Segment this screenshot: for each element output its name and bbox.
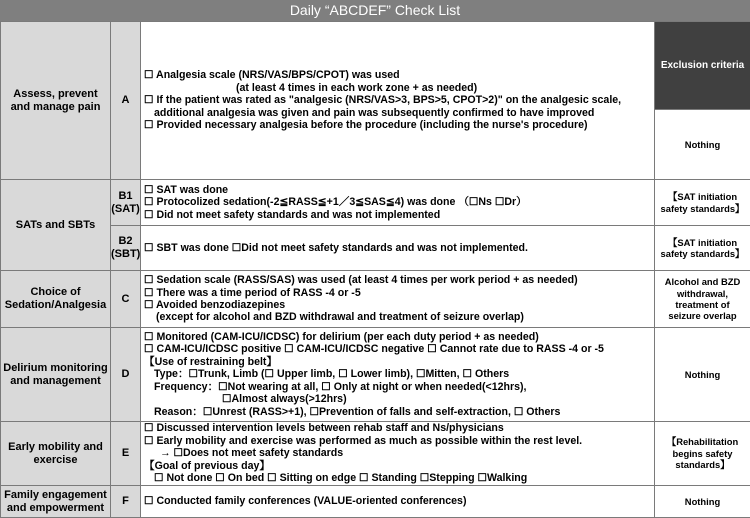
- item-line: (at least 4 times in each work zone + as needed): [144, 82, 651, 94]
- items-b1: [141, 180, 655, 226]
- exclusion-f: Nothing: [655, 486, 750, 518]
- item-line: ☐ Avoided benzodiazepines: [144, 299, 651, 311]
- exclusion-b2: 【SAT initiation safety standards】: [655, 226, 750, 271]
- item-line: ☐ Analgesia scale (NRS/VAS/BPS/CPOT) was used: [144, 69, 651, 81]
- exclusion-b1: 【SAT initiation safety standards】: [655, 180, 750, 226]
- row-b2: [1, 226, 750, 271]
- category-a: Assess, prevent and manage pain: [1, 22, 111, 180]
- row-d: [1, 328, 750, 422]
- exclusion-e: 【Rehabilitation begins safety standards】: [655, 422, 750, 486]
- row-e: [1, 422, 750, 486]
- item-line: ☐ Discussed intervention levels between rehab staff and Ns/physicians: [144, 422, 651, 434]
- item-line: ☐ Early mobility and exercise was performed as much as possible within the rest level.: [144, 435, 651, 447]
- items-c: [141, 271, 655, 328]
- category-b: SATs and SBTs: [1, 180, 111, 271]
- row-a: [1, 22, 750, 110]
- item-line: Reason：☐Unrest (RASS>+1), ☐Prevention of falls and self-extraction, ☐ Others: [144, 406, 651, 418]
- item-line: ☐ Provided necessary analgesia before the procedure (including the nurse's procedure): [144, 119, 651, 131]
- items-e: [141, 422, 655, 486]
- item-line: Type：☐Trunk, Limb (☐ Upper limb, ☐ Lower limb), ☐Mitten, ☐ Others: [144, 368, 651, 380]
- row-b1: [1, 180, 750, 226]
- code-f: F: [111, 486, 141, 518]
- item-line: Frequency：☐Not wearing at all, ☐ Only at night or when needed(<12hrs),: [144, 381, 651, 393]
- checklist-table: [0, 21, 750, 518]
- item-line: ☐ SBT was done ☐Did not meet safety standards and was not implemented.: [144, 242, 651, 254]
- item-line: ☐ CAM-ICU/ICDSC positive ☐ CAM-ICU/ICDSC negative ☐ Cannot rate due to RASS -4 or -5: [144, 343, 651, 355]
- code-b2: B2 (SBT): [111, 226, 141, 271]
- exclusion-a: Nothing: [655, 110, 750, 180]
- item-line: ☐ There was a time period of RASS -4 or -5: [144, 287, 651, 299]
- item-line: → ☐Does not meet safety standards: [144, 447, 651, 459]
- item-line: ☐ If the patient was rated as "analgesic (NRS/VAS>3, BPS>5, CPOT>2)" on the analgesic scale,: [144, 94, 651, 106]
- category-c: Choice of Sedation/Analgesia: [1, 271, 111, 328]
- code-a: A: [111, 22, 141, 180]
- item-line: ☐ Sedation scale (RASS/SAS) was used (at least 4 times per work period + as needed): [144, 274, 651, 286]
- code-e: E: [111, 422, 141, 486]
- item-line: ☐ Not done ☐ On bed ☐ Sitting on edge ☐ Standing ☐Stepping ☐Walking: [144, 472, 651, 484]
- exclusion-c: Alcohol and BZD withdrawal, treatment of seizure overlap: [655, 271, 750, 328]
- items-a: [141, 22, 655, 180]
- items-f: [141, 486, 655, 518]
- category-f: Family engagement and empowerment: [1, 486, 111, 518]
- item-line: 【Use of restraining belt】: [144, 356, 651, 368]
- code-d: D: [111, 328, 141, 422]
- code-b1: B1 (SAT): [111, 180, 141, 226]
- category-d: Delirium monitoring and management: [1, 328, 111, 422]
- page-title: Daily “ABCDEF” Check List: [0, 0, 750, 21]
- items-d: [141, 328, 655, 422]
- item-line: additional analgesia was given and pain was subsequently confirmed to have improved: [144, 107, 651, 119]
- item-line: ☐ Did not meet safety standards and was not implemented: [144, 209, 651, 221]
- item-line: ☐ Monitored (CAM-ICU/ICDSC) for delirium (per each duty period + as needed): [144, 331, 651, 343]
- exclusion-d: Nothing: [655, 328, 750, 422]
- row-f: [1, 486, 750, 518]
- row-c: [1, 271, 750, 328]
- item-line: ☐Almost always(>12hrs): [144, 393, 651, 405]
- items-b2: [141, 226, 655, 271]
- item-line: ☐ Conducted family conferences (VALUE-oriented conferences): [144, 495, 651, 507]
- item-line: 【Goal of previous day】: [144, 460, 651, 472]
- item-line: ☐ Protocolized sedation(-2≦RASS≦+1／3≦SAS≦4) was done （☐Ns ☐Dr）: [144, 196, 651, 208]
- exclusion-criteria-header: Exclusion criteria: [655, 22, 750, 110]
- code-c: C: [111, 271, 141, 328]
- item-line: ☐ SAT was done: [144, 184, 651, 196]
- item-line: (except for alcohol and BZD withdrawal and treatment of seizure overlap): [144, 311, 651, 323]
- category-e: Early mobility and exercise: [1, 422, 111, 486]
